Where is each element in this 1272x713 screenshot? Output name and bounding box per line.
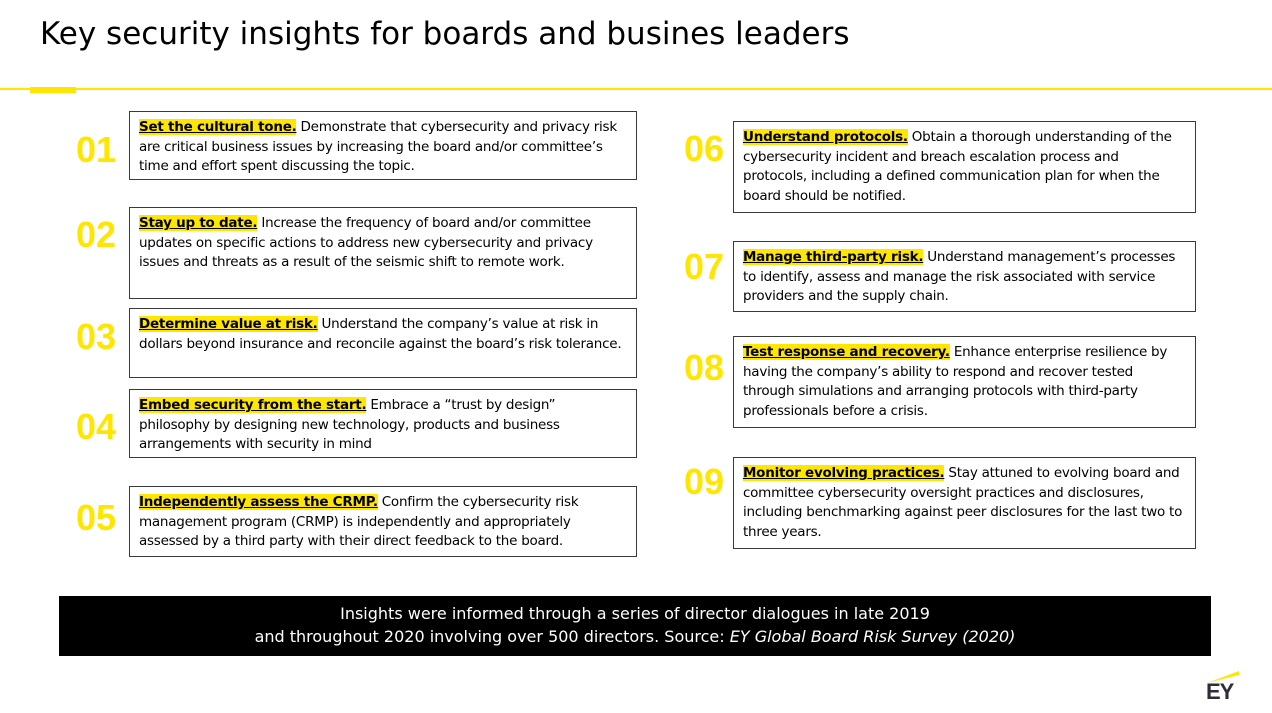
logo-text: EY [1206, 679, 1234, 704]
insight-body: Stay attuned to evolving board and committee cybersecurity oversight practices and disclosures, including benchmarking against peer disclosures for the last two to three years. [743, 465, 1183, 540]
insight-card-01 [129, 111, 637, 180]
insight-card-08 [733, 336, 1196, 428]
insight-body: Understand management’s processes to identify, assess and manage the risk associated with service providers and the supply chain. [743, 249, 1176, 304]
footer-line-1: Insights were informed through a series of director dialogues in late 2019 [340, 604, 930, 623]
page-title: Key security insights for boards and busines leaders [40, 16, 850, 52]
insight-body: Increase the frequency of board and/or committee updates on specific actions to address new cybersecurity and privacy issues and threats as a result of the seismic shift to remote work. [139, 215, 593, 270]
insight-heading: Manage third-party risk. [743, 249, 924, 265]
insight-heading: Understand protocols. [743, 129, 908, 145]
insight-heading: Independently assess the CRMP. [139, 494, 378, 510]
insight-number-09: 09 [684, 461, 725, 502]
insight-number-07: 07 [684, 246, 725, 287]
insight-number-01: 01 [76, 129, 117, 170]
insight-heading: Test response and recovery. [743, 344, 950, 360]
insight-body: Enhance enterprise resilience by having the company’s ability to respond and recover tested through simulations and arranging protocols with third-party professionals before a crisis. [743, 344, 1168, 419]
insight-heading: Stay up to date. [139, 215, 258, 231]
insight-heading: Embed security from the start. [139, 397, 367, 413]
insight-number-05: 05 [76, 497, 117, 538]
ey-logo [1203, 669, 1243, 705]
insight-card-02 [129, 207, 637, 299]
insight-body: Understand the company’s value at risk in dollars beyond insurance and reconcile against the board’s risk tolerance. [139, 316, 622, 352]
source-footer [59, 596, 1211, 656]
insight-number-06: 06 [684, 128, 725, 169]
footer-source: EY Global Board Risk Survey (2020) [729, 627, 1016, 646]
insight-card-04 [129, 389, 637, 458]
insight-card-05 [129, 486, 637, 557]
insight-card-07 [733, 241, 1196, 312]
title-divider-accent [30, 87, 76, 93]
insight-body: Confirm the cybersecurity risk management program (CRMP) is independently and appropriately assessed by a third party with their direct feedback to the board. [139, 494, 579, 549]
insight-heading: Set the cultural tone. [139, 119, 297, 135]
insight-card-03 [129, 308, 637, 378]
insight-body: Obtain a thorough understanding of the cybersecurity incident and breach escalation process and protocols, including a defined communication plan for when the board should be notified. [743, 129, 1172, 204]
insight-number-04: 04 [76, 406, 117, 447]
insight-number-02: 02 [76, 214, 117, 255]
footer-line-2 [59, 625, 1211, 648]
title-divider [0, 88, 1272, 90]
insight-body: Embrace a “trust by design” philosophy by designing new technology, products and business arrangements with security in mind [139, 397, 560, 452]
insight-heading: Determine value at risk. [139, 316, 318, 332]
insight-card-06 [733, 121, 1196, 213]
insight-card-09 [733, 457, 1196, 549]
insight-number-03: 03 [76, 316, 117, 357]
insight-number-08: 08 [684, 347, 725, 388]
footer-line-2-text: and throughout 2020 involving over 500 directors. Source: [254, 627, 730, 646]
insight-heading: Monitor evolving practices. [743, 465, 945, 481]
insight-body: Demonstrate that cybersecurity and privacy risk are critical business issues by increasing the board and/or committee’s time and effort spent discussing the topic. [139, 119, 617, 174]
